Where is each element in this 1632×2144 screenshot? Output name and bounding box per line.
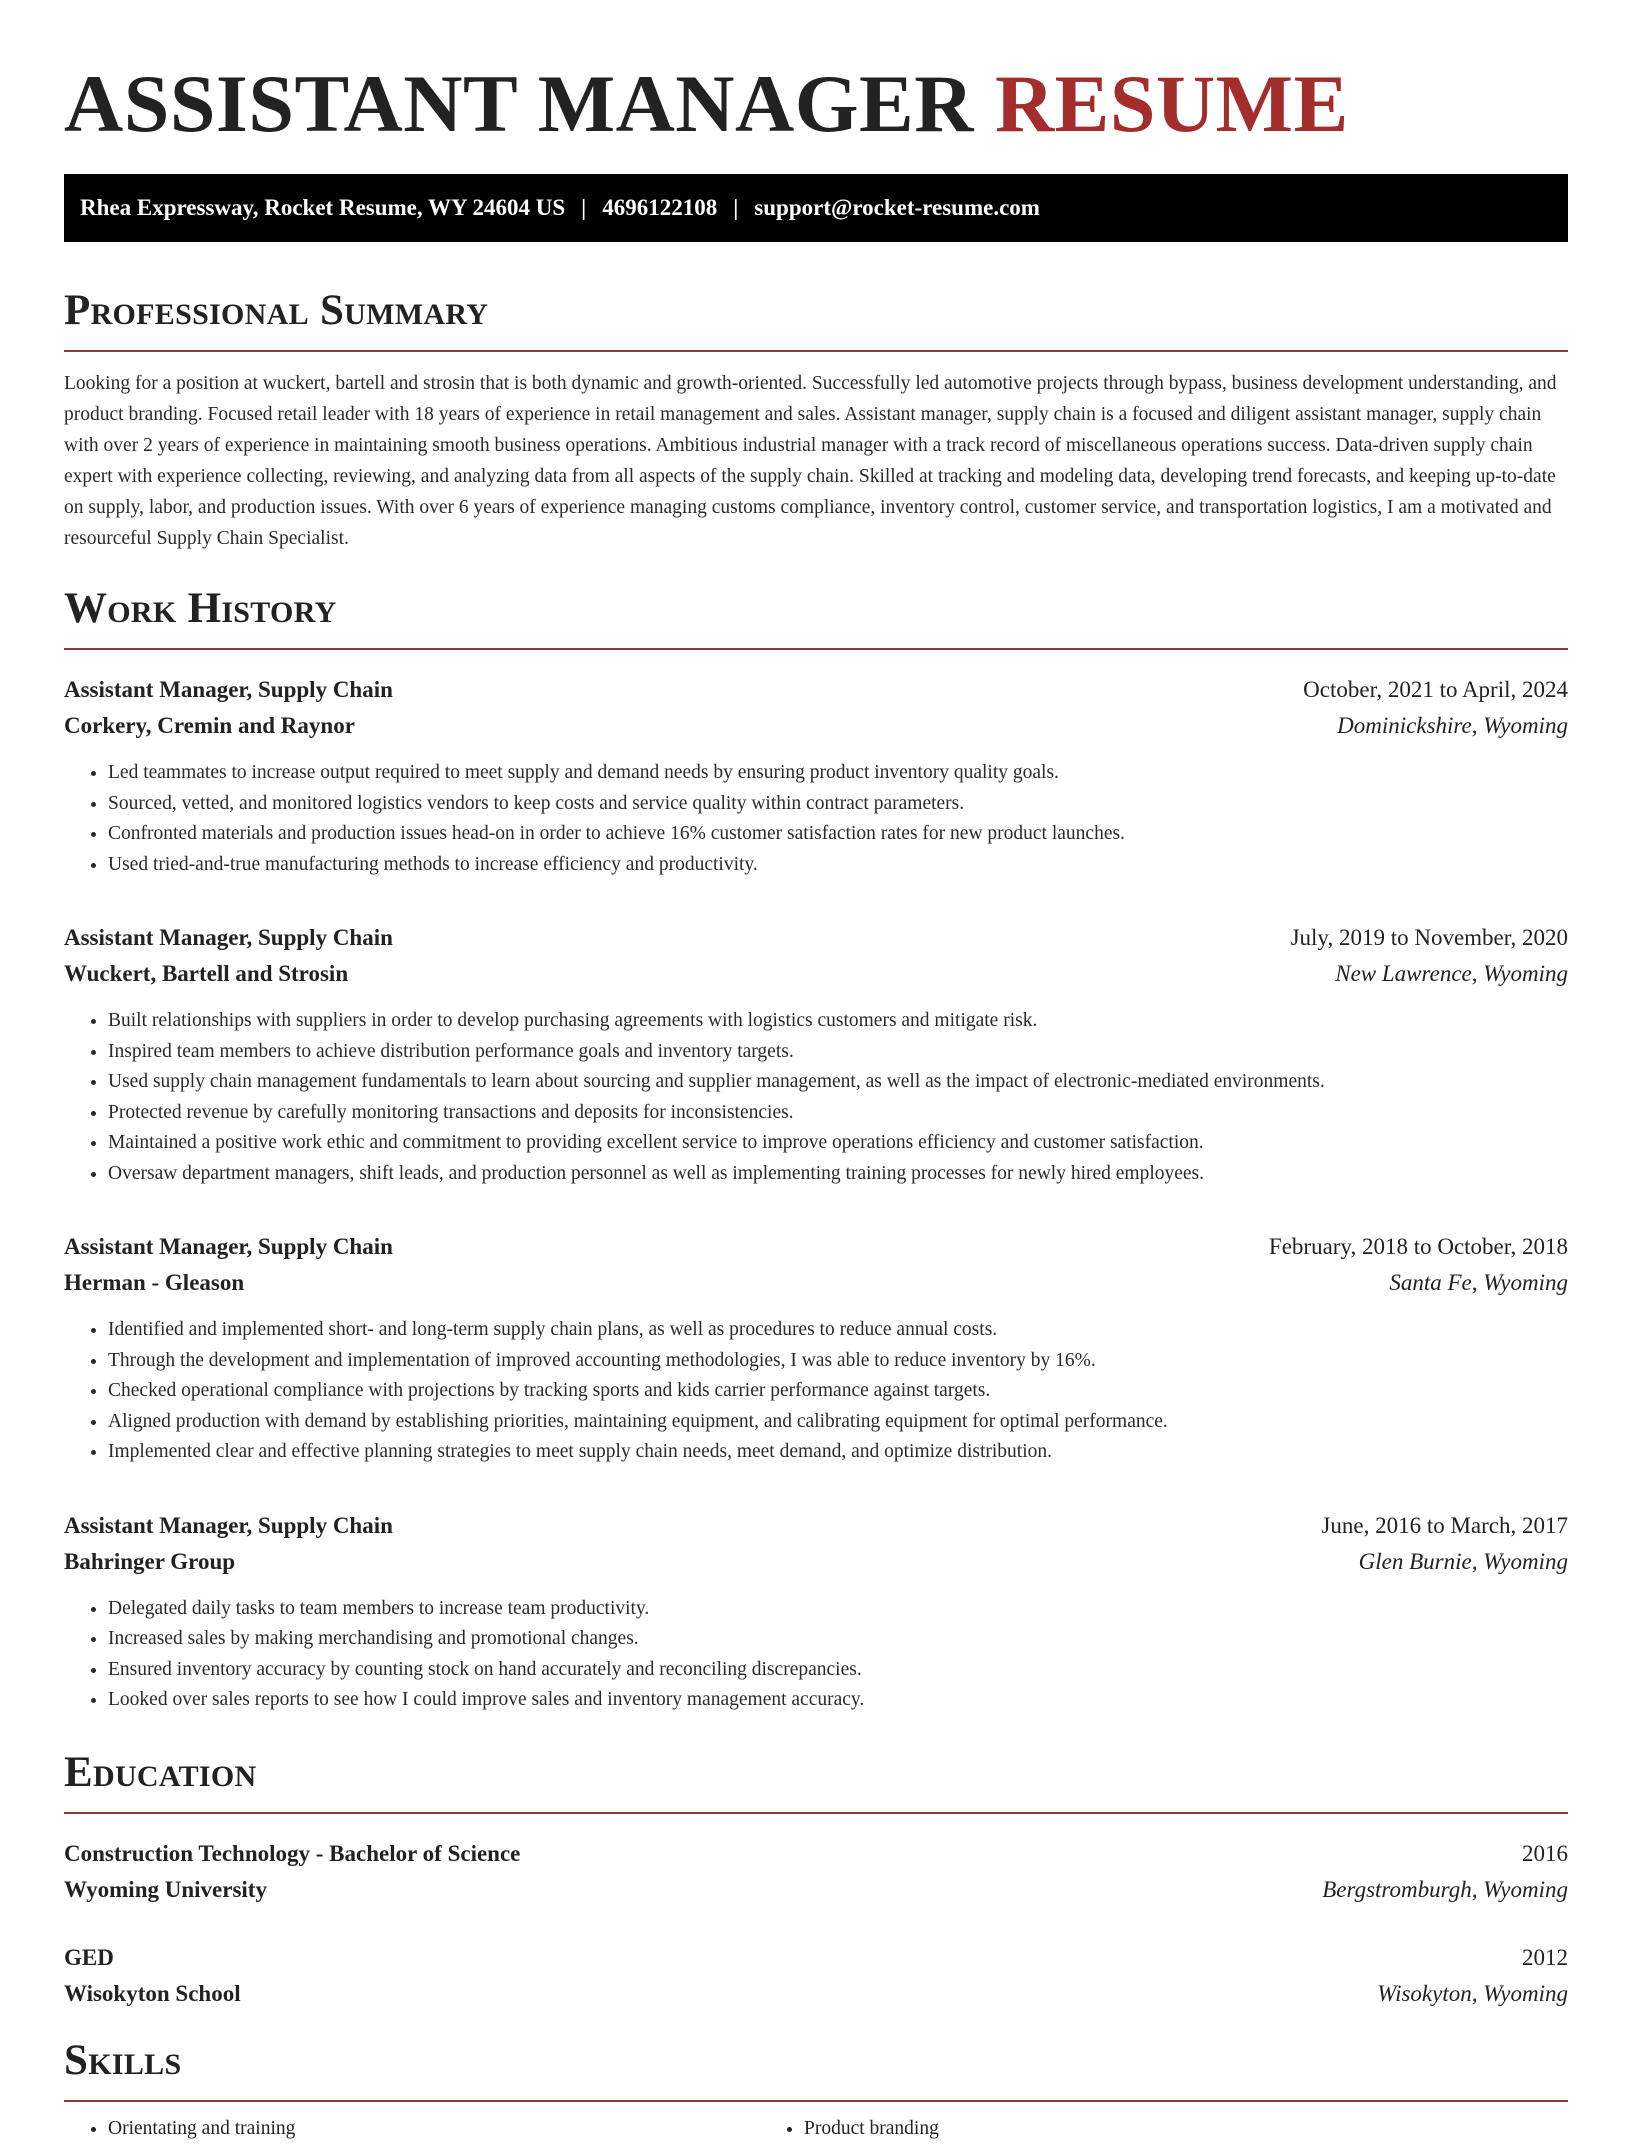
job-company: Bahringer Group xyxy=(64,1548,236,1574)
job-location: Dominickshire, Wyoming xyxy=(1337,713,1568,738)
job-dates: October, 2021 to April, 2024 xyxy=(1303,677,1568,702)
section-divider xyxy=(64,1812,1568,1814)
title-main: ASSISTANT MANAGER xyxy=(64,58,974,149)
job-location: Santa Fe, Wyoming xyxy=(1389,1270,1568,1295)
job-bullet: • Confronted materials and production issues head-on in order to achieve 16% customer satisfaction rates for new product launches. xyxy=(108,819,1568,850)
title-accent: RESUME xyxy=(994,58,1349,149)
job-dates: June, 2016 to March, 2017 xyxy=(1321,1512,1568,1538)
education-year: 2012 xyxy=(1522,1944,1568,1970)
education-location: Wisokyton, Wyoming xyxy=(1377,1980,1568,2006)
job-bullet: • Maintained a positive work ethic and commitment to providing excellent service to improve operations efficiency and customer satisfaction. xyxy=(108,1128,1568,1159)
job-bullet: • Built relationships with suppliers in order to develop purchasing agreements with logistics customers and mitigate risk. xyxy=(108,1006,1568,1037)
job-bullet: • Inspired team members to achieve distribution performance goals and inventory targets. xyxy=(108,1037,1568,1068)
job-bullet: • Used supply chain management fundamentals to learn about sourcing and supplier management, as well as the impact of electronic-mediated environments. xyxy=(108,1067,1568,1098)
education-entry xyxy=(64,1836,1568,1908)
job-company: Corkery, Cremin and Raynor xyxy=(64,713,355,738)
contact-email: support@rocket-resume.com xyxy=(754,195,1040,220)
job-bullet: • Implemented clear and effective planning strategies to meet supply chain needs, meet demand, and optimize distribution. xyxy=(108,1437,1568,1468)
contact-bar xyxy=(64,174,1568,242)
skills-list xyxy=(64,2114,1568,2144)
contact-phone: 4696122108 xyxy=(602,195,718,220)
job-bullets xyxy=(64,1006,1568,1189)
job-entry xyxy=(64,1229,1568,1468)
job-bullet: • Checked operational compliance with projections by tracking sports and kids carrier performance against targets. xyxy=(108,1376,1568,1407)
education-section xyxy=(64,1748,1568,2012)
skill-item: • Product branding xyxy=(804,2114,1500,2144)
job-entry xyxy=(64,920,1568,1189)
section-heading-education: Education xyxy=(64,1748,257,1796)
job-bullets xyxy=(64,758,1568,880)
section-heading-summary: Professional Summary xyxy=(64,287,489,334)
summary-text: Looking for a position at wuckert, bartell and strosin that is both dynamic and growth-oriented. Successfully led automotive projects through bypass, business development understanding, and product branding. Focused retail leader with 18 years of experience in retail management and sales. Assistant manager, supply chain is a focused and diligent assistant manager, supply chain with over 2 years of experience in maintaining smooth business operations. Ambitious industrial manager with a track record of miscellaneous operations success. Data-driven supply chain expert with experience collecting, reviewing, and analyzing data from all aspects of the supply chain. Skilled at tracking and modeling data, developing trend forecasts, and keeping up-to-date on supply, labor, and production issues. With over 6 years of experience managing customs compliance, inventory control, customer service, and transportation logistics, I am a motivated and resourceful Supply Chain Specialist. xyxy=(64,373,1557,549)
contact-separator: | xyxy=(733,195,739,220)
education-year: 2016 xyxy=(1522,1840,1568,1866)
job-bullet: • Sourced, vetted, and monitored logistics vendors to keep costs and service quality within contract parameters. xyxy=(108,789,1568,820)
contact-separator: | xyxy=(581,195,587,220)
education-location: Bergstromburgh, Wyoming xyxy=(1322,1876,1568,1902)
job-dates: July, 2019 to November, 2020 xyxy=(1290,925,1568,950)
skills-section xyxy=(64,2036,1568,2144)
job-dates: February, 2018 to October, 2018 xyxy=(1268,1234,1568,1259)
section-heading-work-history: Work History xyxy=(64,585,337,632)
education-school: Wisokyton School xyxy=(64,1980,241,2006)
job-bullet: • Ensured inventory accuracy by counting stock on hand accurately and reconciling discrepancies. xyxy=(108,1655,1568,1686)
job-title: Assistant Manager, Supply Chain xyxy=(64,1234,393,1259)
job-location: New Lawrence, Wyoming xyxy=(1335,961,1568,986)
education-school: Wyoming University xyxy=(64,1876,267,1902)
section-divider xyxy=(64,2100,1568,2102)
education-degree: GED xyxy=(64,1944,114,1970)
job-bullet: • Looked over sales reports to see how I could improve sales and inventory management accuracy. xyxy=(108,1685,1568,1716)
job-company: Wuckert, Bartell and Strosin xyxy=(64,961,349,986)
job-bullet: • Protected revenue by carefully monitoring transactions and deposits for inconsistencies. xyxy=(108,1098,1568,1129)
job-entry xyxy=(64,1508,1568,1716)
resume-title xyxy=(64,58,1568,150)
work-history-section xyxy=(64,584,1568,1716)
job-location: Glen Burnie, Wyoming xyxy=(1358,1548,1568,1574)
job-entry xyxy=(64,672,1568,880)
job-bullets xyxy=(64,1594,1568,1716)
job-title: Assistant Manager, Supply Chain xyxy=(64,677,393,702)
job-title: Assistant Manager, Supply Chain xyxy=(64,1512,393,1538)
summary-section xyxy=(64,286,1568,554)
job-bullet: • Led teammates to increase output required to meet supply and demand needs by ensuring product inventory quality goals. xyxy=(108,758,1568,789)
job-bullet: • Through the development and implementation of improved accounting methodologies, I was able to reduce inventory by 16%. xyxy=(108,1346,1568,1377)
section-divider xyxy=(64,350,1568,352)
job-bullet: • Used tried-and-true manufacturing methods to increase efficiency and productivity. xyxy=(108,850,1568,881)
resume-content xyxy=(64,0,1568,2144)
skills-column-left xyxy=(64,2114,760,2144)
contact-address: Rhea Expressway, Rocket Resume, WY 24604 US xyxy=(80,195,566,220)
job-title: Assistant Manager, Supply Chain xyxy=(64,925,393,950)
skills-column-right xyxy=(760,2114,1500,2144)
section-heading-skills: Skills xyxy=(64,2036,182,2084)
job-bullet: • Increased sales by making merchandising and promotional changes. xyxy=(108,1624,1568,1655)
education-degree: Construction Technology - Bachelor of Science xyxy=(64,1840,521,1866)
job-bullet: • Oversaw department managers, shift leads, and production personnel as well as implementing training processes for newly hired employees. xyxy=(108,1159,1568,1190)
skill-item: • Orientating and training xyxy=(108,2114,760,2144)
education-entry xyxy=(64,1940,1568,2012)
job-bullet: • Delegated daily tasks to team members to increase team productivity. xyxy=(108,1594,1568,1625)
job-bullets xyxy=(64,1315,1568,1468)
section-divider xyxy=(64,648,1568,650)
job-company: Herman - Gleason xyxy=(64,1270,245,1295)
job-bullet: • Aligned production with demand by establishing priorities, maintaining equipment, and calibrating equipment for optimal performance. xyxy=(108,1407,1568,1438)
job-bullet: • Identified and implemented short- and long-term supply chain plans, as well as procedures to reduce annual costs. xyxy=(108,1315,1568,1346)
